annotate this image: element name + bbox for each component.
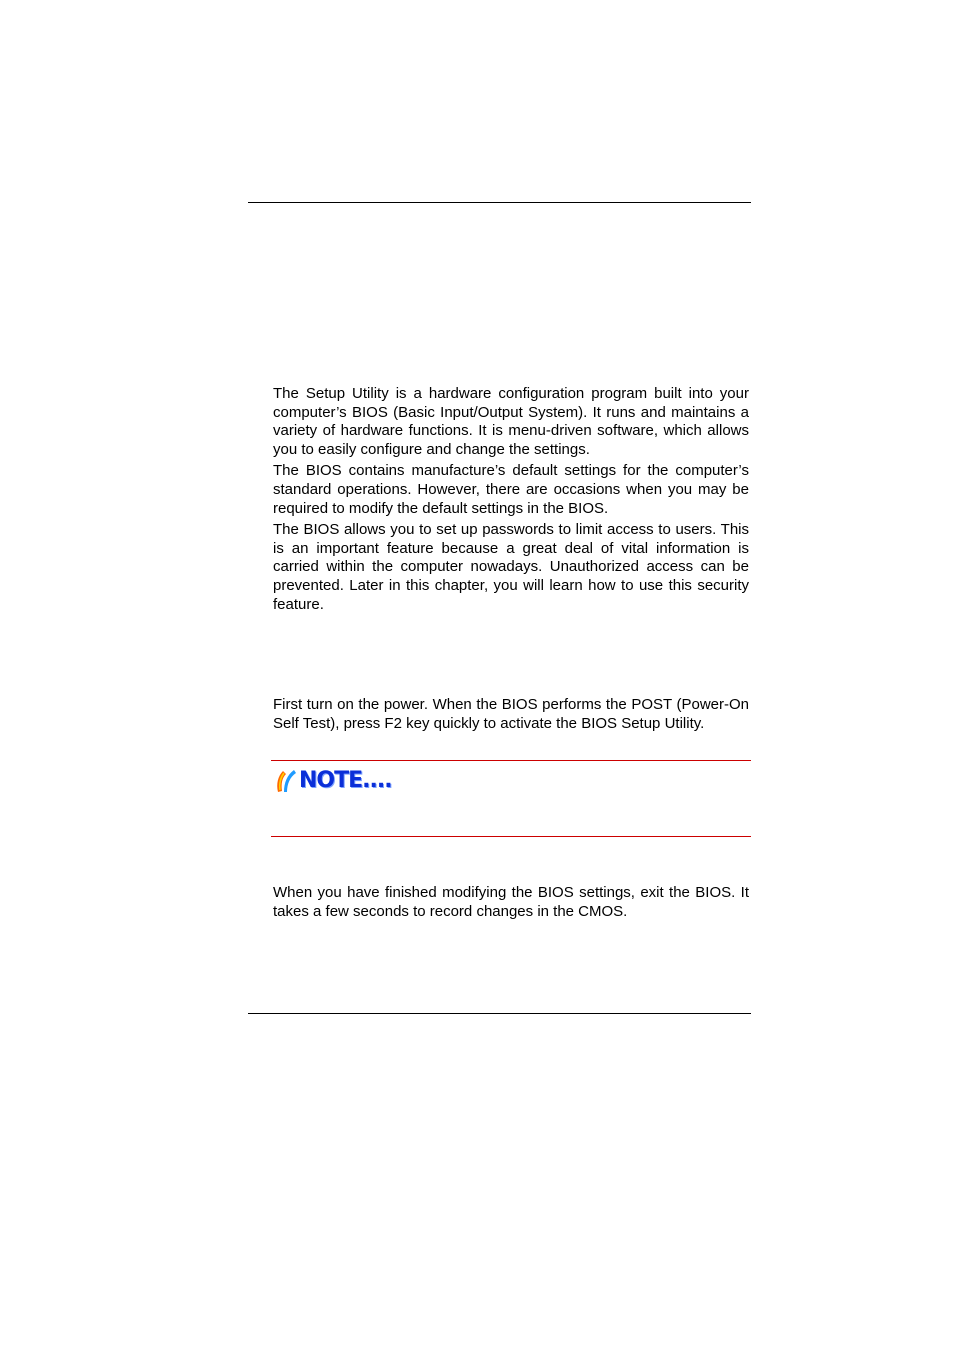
intro-paragraph-1: The Setup Utility is a hardware configuration program built into your computer’s BIOS (Basic Input/Output System). It runs and maintains a variety of hardware functions. It is menu-driven software, which allows you to easily configure and change the settings. xyxy=(273,385,749,458)
enter-bios-section xyxy=(273,696,749,736)
intro-paragraph-2: The BIOS contains manufacture’s default settings for the computer’s standard operations. However, there are occasions when you may be required to modify the default settings in the BIOS. xyxy=(273,462,749,517)
note-logo xyxy=(275,767,392,795)
exit-bios-paragraph: When you have finished modifying the BIOS settings, exit the BIOS. It takes a few seconds to record changes in the CMOS. xyxy=(273,884,749,920)
note-bottom-rule xyxy=(271,836,751,837)
footer-rule xyxy=(248,1013,751,1014)
note-label: NOTE.... xyxy=(299,768,392,793)
intro-section xyxy=(273,385,749,617)
header-rule xyxy=(248,202,751,203)
enter-bios-paragraph: First turn on the power. When the BIOS performs the POST (Power-On Self Test), press F2 key quickly to activate the BIOS Setup Utility. xyxy=(273,696,749,732)
exit-bios-section xyxy=(273,884,749,924)
intro-paragraph-3: The BIOS allows you to set up passwords to limit access to users. This is an important feature because a great deal of vital information is carried within the computer nowadays. Unauthorized access can be prevented. Later in this chapter, you will learn how to use this security feature. xyxy=(273,521,749,613)
note-top-rule xyxy=(271,760,751,761)
note-check-icon xyxy=(275,768,297,794)
